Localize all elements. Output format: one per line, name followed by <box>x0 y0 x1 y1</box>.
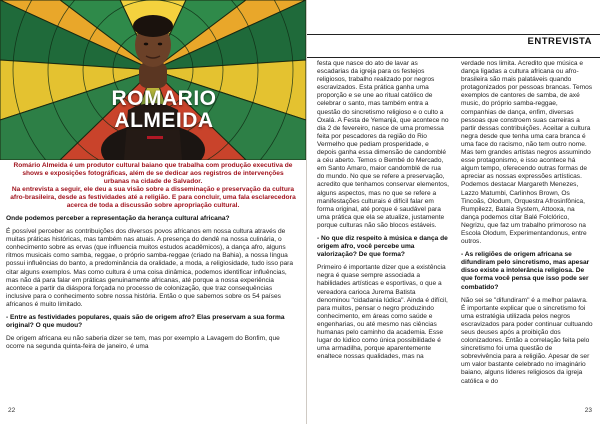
section-label: ENTREVISTA <box>527 36 592 47</box>
answer-3: Primeiro é importante dizer que a existência negra é quase sempre associada a habilidades artísticas e esportivas, o que a vereadora carioca Jurema Batista denominou "cidadania lúdica". Ainda é difícil, para muitos, pensar o negro produzindo conhecimento, em áreas como saúde e engenharias, ou até mesmo nas ciências humanas pelo caminho da academia. Esse lugar do lúdico como única possibilidade é uma armadilha, porque aparentemente enaltece nossas qualidades, mas na <box>317 264 448 361</box>
column-2 <box>461 60 593 391</box>
intro-text <box>10 162 296 210</box>
article-columns <box>317 60 593 391</box>
right-page <box>306 0 600 424</box>
question-1: Onde podemos perceber a representação da herança cultural africana? <box>6 215 230 222</box>
answer-1: É possível perceber as contribuições dos diversos povos africanos em nossa cultura através de muitas práticas históricas, mas também nas atuais. A presença do dendê na nossa culinária, o conhecimento sobre as ervas (que influencia muitos estudos acadêmicos), a dança afro, alguns ritmos musicais como samba, reggae, o próprio samba-reggae (criado na Bahia), a nossa língua possui influências do banto, a predominância da oralidade, a moda, a religiosidade, tudo isso para citar alguns exemplos. Mas como cultura é uma coisa dinâmica, podemos identificar influências, mas não dá para falar em práticas genuinamente africanas, até porque a nossa experiência acontece a partir da diáspora forçada no processo de colonização, que traz consequências inclusive para o conhecimento sobre nossa história. Então o que sabemos sobre os 54 países africanos é muito limitado. <box>6 228 294 308</box>
answer-4: Não sei se "difundiram" é a melhor palavra. É importante explicar que o sincretismo foi uma estratégia utilizada pelos negros escravizados para poder continuar cultuando seus deuses após a proibição dos colonizadores. Então a correlação feita pelo sincretismo foi uma questão de sobrevivência para a religião. Apesar de ser um valor bastante celebrado no imaginário baiano, alguns líderes religiosos da igreja católica e do <box>461 296 593 385</box>
title-line-2: ALMEIDA <box>114 109 214 132</box>
column-1-paragraph-1: festa que nasce do ato de lavar as escadarias da igreja para os festejos religiosos, trabalho realizado por negros escravizados. Esta prática ganha uma proporção e se une ao ritual católico de celebrar o santo, mas também entra a questão do sincretismo religioso e o culto a Oxalá. A Festa de Yemanjá, que acontece no dia 2 de fevereiro, nasce de uma promessa feita por pescadores da região do Rio Vermelho que pediam prosperidade, e depois ganha essa dimensão de candomblé a céu aberto. Temos o Bembé do Mercado, em Santo Amaro, maior candomblé de rua do mundo. No que se refere a preservação, acredito que tenhamos conservar elementos, alguns aspectos, mas no que se refere a manifestações culturais é difícil falar em forma original, até porque é saudável para uma prática que ela se atualize, justamente porque culturas não são blocos estáveis. <box>317 60 449 229</box>
page-number-left: 22 <box>8 407 16 414</box>
title-rule <box>147 136 163 139</box>
column-1 <box>317 60 449 391</box>
page-number-right: 23 <box>584 407 592 414</box>
page-title <box>94 88 234 132</box>
column-2-paragraph-1: verdade nos limita. Acredito que música e dança ligadas a cultura africana ou afro-brasileira são mais palatáveis quando protagonizados por pessoas brancas. Temos exemplos de cantores de samba, de axé music, do próprio samba-reggae, companhias de dança, enfim, diversas pessoas que constroem suas carreiras a partir dessas contribuições. Aceitar a cultura negra desde que tenha uma cara branca é uma face do racismo, não tem outro nome. Mas tem grandes artistas negros assumindo esse protagonismo, e isso acontece há algum tempo, oferecendo outras formas de apreciar as nossas expressões artísticas. Podemos destacar Margareth Menezes, Lazzo Matumbi, Carlinhos Brown, Os Tincoãs, Olodum, Orquestra Afrosinfônica, Rumpilezz, Bataia System, Attooxa, na dança podemos citar Balé Folclórico, Negrizu, que faz um trabalho primoroso na Escola Olodum, Experimentandonus, entre outros. <box>461 60 593 246</box>
question-4: - As religiões de origem africana se difundiram pelo sincretismo, mas apesar disso existe a intolerância religiosa. De que forma você pensa que isso pode ser combatido? <box>461 251 590 291</box>
intro-paragraph-2: Na entrevista a seguir, ele deu a sua visão sobre a disseminação e preservação da cultura afro-brasileira, desde as festividades até a religião. E para concluir, uma fala esclarecedora acerca de toda a discussão sobre apropriação cultural. <box>10 186 296 209</box>
question-3: - No que diz respeito à música e dança de origem afro, você percebe uma valorização? De que forma? <box>317 234 448 259</box>
title-line-1: ROMARIO <box>111 87 217 110</box>
left-body <box>6 215 298 356</box>
question-2: - Entre as festividades populares, quais são de origem afro? Elas preservam a sua forma original? O que mudou? <box>6 314 285 330</box>
answer-2: De origem africana eu não saberia dizer se tem, mas por exemplo a Lavagem do Bonfim, que ocorre na segunda quinta-feira de janeiro, é uma <box>6 335 280 351</box>
intro-paragraph-1: Romário Almeida é um produtor cultural baiano que trabalha com produção executiva de shows e exposições fotográficas, além de se dedicar aos registros de intervenções urbanas na cidade de Salvador. <box>13 162 293 185</box>
